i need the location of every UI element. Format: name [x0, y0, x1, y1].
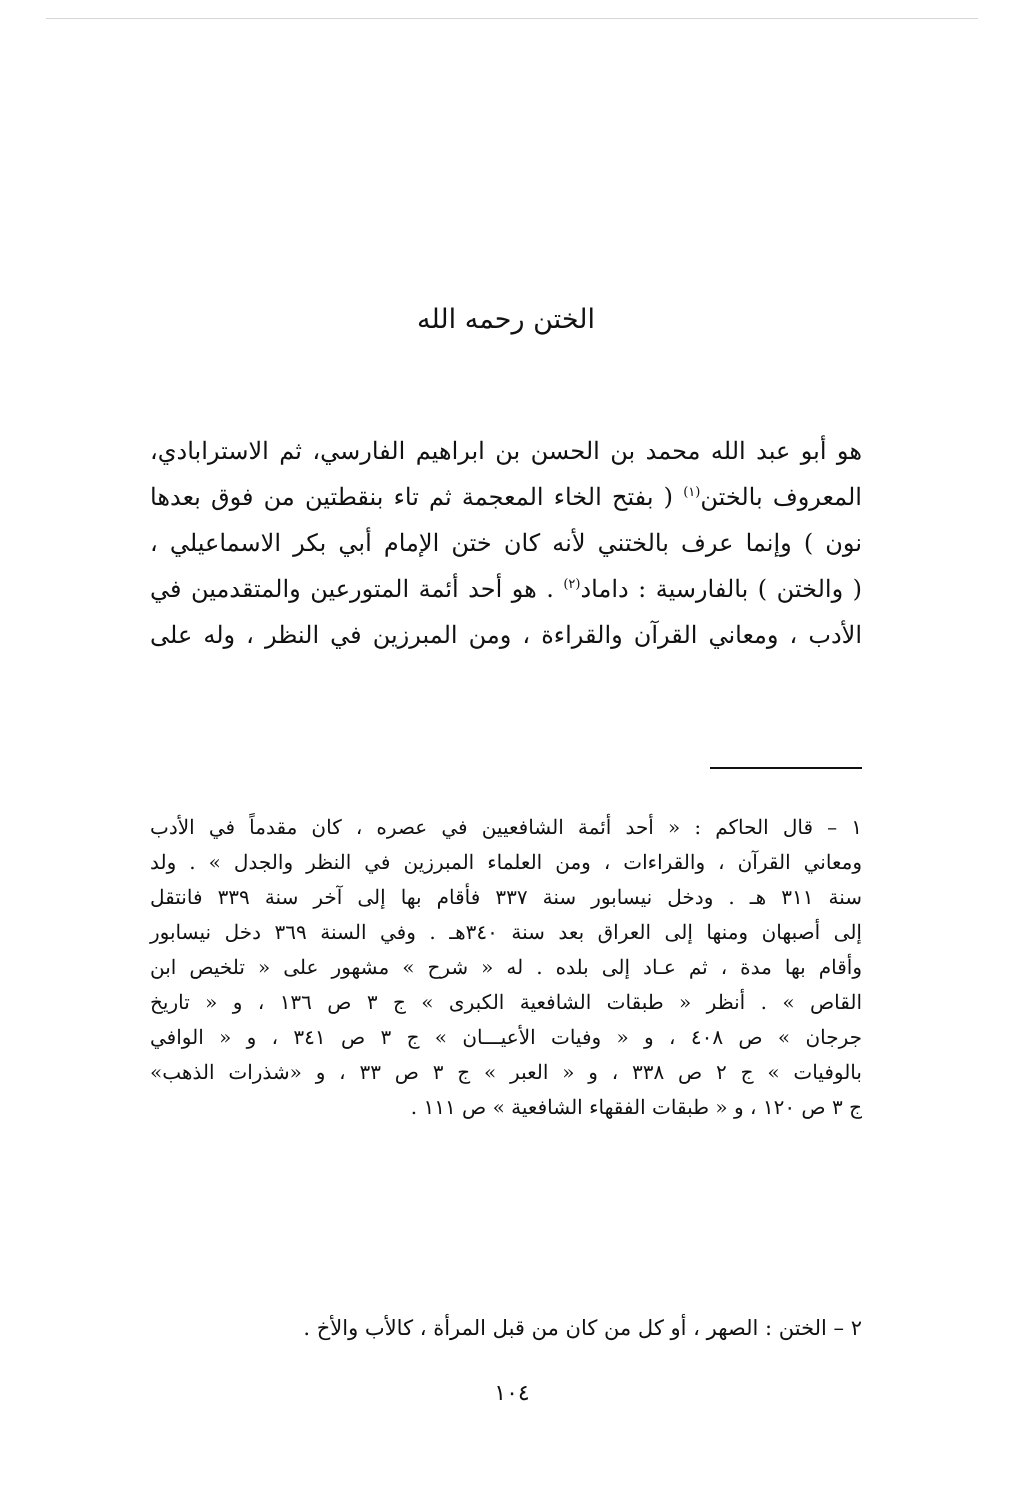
main-line-4: [150, 566, 862, 612]
main-text: [150, 428, 862, 658]
main-line-2-start: المعروف بالختن: [700, 483, 862, 511]
footnote-marker-2: (٢): [563, 577, 581, 592]
main-line-2: [150, 474, 862, 520]
footnote-marker-1: (١): [683, 485, 701, 500]
footnote-1: [150, 810, 862, 1125]
main-line-4-end: . هو أحد أئمة المتورعين والمتقدمين في: [150, 575, 554, 603]
section-title: الختن رحمه الله: [417, 304, 595, 335]
top-border-line: [46, 18, 978, 19]
main-line-5: الأدب ، ومعاني القرآن والقراءة ، ومن المبرزين في النظر ، وله على: [150, 621, 862, 649]
footnote-1-line: جرجان » ص ٤٠٨ ، و « وفيات الأعيـــان » ج ٣ ص ٣٤١ ، و « الوافي: [150, 1025, 862, 1049]
main-line-3: نون ) وإنما عرف بالختني لأنه كان ختن الإمام أبي بكر الاسماعيلي ،: [150, 529, 862, 557]
footnote-1-line: ج ٣ ص ١٢٠ ، و « طبقات الفقهاء الشافعية » ص ١١١ .: [410, 1095, 862, 1119]
page-number: ١٠٤: [494, 1381, 530, 1406]
footnote-1-line: القاص » . أنظر « طبقات الشافعية الكبرى » ج ٣ ص ١٣٦ ، و « تاريخ: [150, 990, 862, 1014]
main-line-2-end: ( بفتح الخاء المعجمة ثم تاء بنقطتين من فوق بعدها: [150, 483, 674, 511]
footnote-1-line: ومعاني القرآن ، والقراءات ، ومن العلماء المبرزين في النظر والجدل » . ولد: [150, 850, 862, 874]
footnote-2: ٢ – الختن : الصهر ، أو كل من كان من قبل المرأة ، كالأب والأخ .: [303, 1316, 862, 1340]
footnote-1-line: ١ – قال الحاكم : « أحد أئمة الشافعيين في عصره ، كان مقدماً في الأدب: [150, 815, 862, 839]
footnote-separator: [710, 767, 862, 769]
footnote-1-line: بالوفيات » ج ٢ ص ٣٣٨ ، و « العبر » ج ٣ ص ٣٣ ، و «شذرات الذهب»: [150, 1060, 862, 1084]
footnote-1-line: سنة ٣١١ هـ . ودخل نيسابور سنة ٣٣٧ فأقام بها إلى آخر سنة ٣٣٩ فانتقل: [150, 885, 862, 909]
main-line-4-start: ( والختن ) بالفارسية : داماد: [580, 575, 862, 603]
footnote-1-line: إلى أصبهان ومنها إلى العراق بعد سنة ٣٤٠هـ . وفي السنة ٣٦٩ دخل نيسابور: [150, 920, 862, 944]
main-line-1: هو أبو عبد الله محمد بن الحسن بن ابراهيم الفارسي، ثم الاسترابادي،: [150, 437, 862, 465]
footnote-1-line: وأقام بها مدة ، ثم عـاد إلى بلده . له « شرح » مشهور على « تلخيص ابن: [150, 955, 862, 979]
